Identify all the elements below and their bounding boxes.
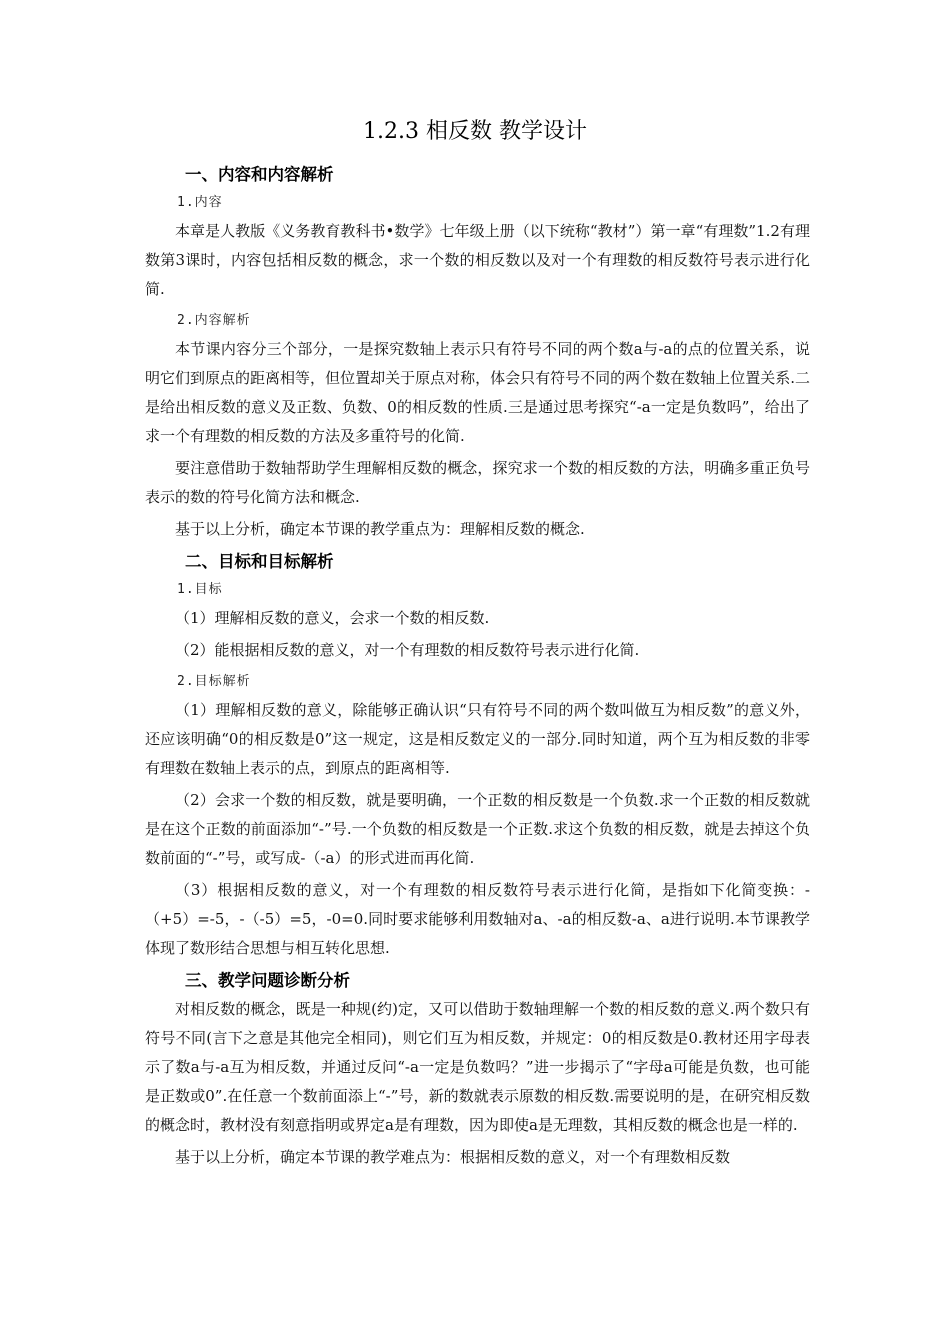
goal-item: （2）能根据相反数的意义，对一个有理数的相反数符号表示进行化简. xyxy=(175,641,640,659)
subheading-content-analysis: 2.内容解析 xyxy=(177,313,251,328)
document-title: 1.2.3 相反数 教学设计 xyxy=(363,119,587,144)
paragraph: 对相反数的概念，既是一种规(约)定，又可以借助于数轴理解一个数的相反数的意义.两个数只有符号不同(言下之意是其他完全相同)，则它们互为相反数，并规定：0的相反数是0.教材还用字母表示了数a与-a互为相反数，并通过反问“-a一定是负数吗？”进一步揭示了“字母a可能是负数，也可能是正数或0”.在任意一个数前面添上“-”号，新的数就表示原数的相反数.需要说明的是，在研究相反数的概念时，教材没有刻意指明或界定a是有理数，因为即使a是无理数，其相反数的概念也是一样的. xyxy=(145,1000,810,1134)
section-heading-content: 一、内容和内容解析 xyxy=(185,165,334,184)
subheading-goals-analysis: 2.目标解析 xyxy=(177,674,251,689)
goal-analysis-item: （2）会求一个数的相反数，就是要明确，一个正数的相反数是一个负数.求一个正数的相反数就是在这个正数的前面添加“-”号.一个负数的相反数是一个正数.求这个负数的相反数，就是去掉这个负数前面的“-”号，或写成-（-a）的形式进而再化简. xyxy=(145,791,810,867)
paragraph-key-point: 基于以上分析，确定本节课的教学重点为：理解相反数的概念. xyxy=(175,520,585,538)
section-heading-diagnosis: 三、教学问题诊断分析 xyxy=(185,971,350,990)
section-heading-goals: 二、目标和目标解析 xyxy=(185,552,334,571)
goal-item: （1）理解相反数的意义，会求一个数的相反数. xyxy=(175,609,490,627)
goal-analysis-item: （3）根据相反数的意义，对一个有理数的相反数符号表示进行化简，是指如下化简变换：-（+5）=-5，-（-5）=5，-0=0.同时要求能够利用数轴对a、-a的相反数-a、a进行说明.本节课教学体现了数形结合思想与相互转化思想. xyxy=(145,881,810,957)
goal-analysis-item: （1）理解相反数的意义，除能够正确认识“只有符号不同的两个数叫做互为相反数”的意义外，还应该明确“0的相反数是0”这一规定，这是相反数定义的一部分.同时知道，两个互为相反数的非零有理数在数轴上表示的点，到原点的距离相等. xyxy=(145,701,810,777)
paragraph: 要注意借助于数轴帮助学生理解相反数的概念，探究求一个数的相反数的方法，明确多重正负号表示的数的符号化简方法和概念. xyxy=(145,459,810,506)
document-body xyxy=(145,160,810,1175)
paragraph: 本节课内容分三个部分，一是探究数轴上表示只有符号不同的两个数a与-a的点的位置关系，说明它们到原点的距离相等，但位置却关于原点对称，体会只有符号不同的两个数在数轴上位置关系.二是给出相反数的意义及正数、负数、0的相反数的性质.三是通过思考探究“-a一定是负数吗”，给出了求一个有理数的相反数的方法及多重符号的化简. xyxy=(145,340,810,445)
paragraph-difficulty: 基于以上分析，确定本节课的教学难点为：根据相反数的意义，对一个有理数相反数 xyxy=(175,1148,731,1166)
subheading-goals: 1.目标 xyxy=(177,582,223,597)
subheading-content: 1.内容 xyxy=(177,195,223,210)
paragraph: 本章是人教版《义务教育教科书•数学》七年级上册（以下统称“教材”）第一章“有理数”1.2有理数第3课时，内容包括相反数的概念，求一个数的相反数以及对一个有理数的相反数符号表示进行化简. xyxy=(145,222,810,298)
